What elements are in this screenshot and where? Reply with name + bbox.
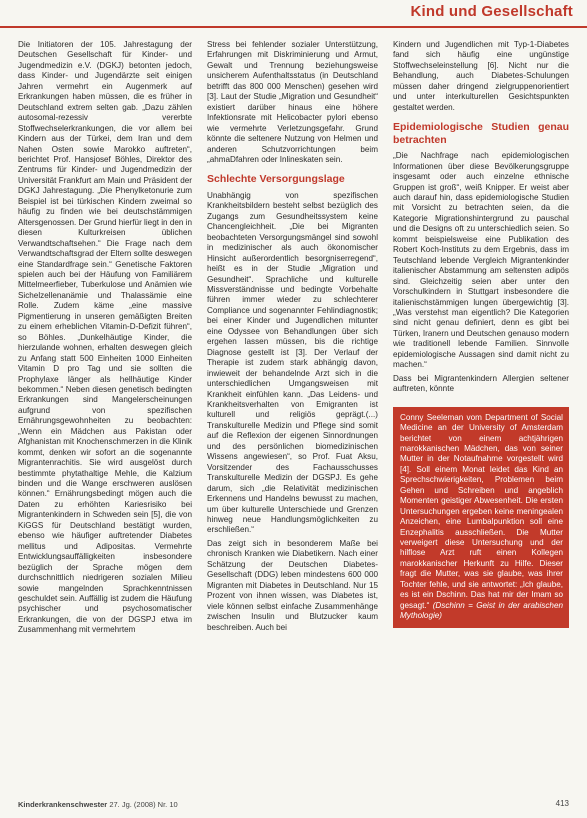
body-paragraph: Die Initiatoren der 105. Jahrestagung der Deutschen Gesellschaft für Kinder- und Jugendmedizin e.V. (DGKJ) betonten jedoch, dass Kinder- und Jugendärzte seit einigen Jahren vermehrt ein Augenmerk auf Erkrankungen haben müssen, die es früher in Deutschland extrem selten gab. „Dazu zählen autosomal-rezessiv vererbte Stoffwechselerkrankungen, die vor allem bei Kindern aus der Türkei, dem Iran und dem Nahen Osten sowie Marokko auftreten“, berichtet Prof. Hansjosef Böhles, Direktor des Zentrums für Kinder- und Jugendmedizin der Universität Frankfurt am Main und Präsident der DGKJ Jahrestagung. „Die Phenylketonurie zum Beispiel ist bei türkischen Kindern zweimal so häufig zu finden wie bei deutschstämmigen Altersgenossen. Der Grund hierfür liegt in den in diesen Kulturkreisen üblichen Verwandtschaftsehen.“ Die Frage nach dem Verwandtschaftsgrad der Eltern sollte deswegen eine Standardfrage sein.“ Genetische Faktoren spielen auch bei der Häufung von Familiärem Mittelmeerfieber, Tuberkulose und Anämien wie Sichelzellenanämie und Thalassämie eine Rolle. Zudem käme „eine massive Pigmentierung in unseren gemäßigten Breiten zu einem erheblichen Vitamin-D-Defizit führen“, so Böhles. „Dunkelhäutige Kinder, die hierzulande wohnen, erhalten deswegen gleich zu Anfang statt 500 Einheiten 1000 Einheiten Vitamin D pro Tag und sie sollten die Prophylaxe länger als hellhäutige Kinder bekommen.“ Neben diesen genetisch bedingten Erkrankungen sind Mangelerscheinungen aufgrund von spezifischen Ernährungsgewohnheiten zu beobachten: „Wenn ein Mädchen aus Pakistan oder Afghanistan mit Knochenschmerzen in die Klinik kommt, denken wir sofort an die sogenannte Migrantenrachitis. Sie wird ausgelöst durch bestimmte phytathaltige Mehle, die Kalzium binden und die Wange erschweren auslösen können.“ Ernährungsbedingt mögen auch die Daten zu erhöhten Kariesrisiko bei Migrantenkindern in Schweden sein [5], die von KiGGS für Deutschland bestätigt wurden, ebenso wie häufiger auftretender Diabetes mellitus und Adipositas. Vermehrte Entwicklungsauffälligkeiten insbesondere bezüglich der Sprache mögen dem durchschnittlich niedrigeren sozialen Milieu sowie mangelnden Sprachkenntnissen geschuldet sein. Auffällig ist zudem die Häufung psychischer und psychosomatischer Erkrankungen, die von der DGSPJ etwa im Zusammenhang mit vermehrtem: [18, 40, 192, 635]
body-paragraph: Das zeigt sich in besonderem Maße bei chronisch Kranken wie Diabetikern. Nach einer Schätzung der Deutschen Diabetes-Gesellschaft (DDG) leben mindestens 600 000 Migranten mit Diabetes in Deutschland. Nur 15 Prozent von ihnen wissen, was Diabetes ist, viele können selbst einfache Zusammenhänge zwischen Insulin und Blutzucker kaum beschreiben. Auch bei: [207, 538, 378, 632]
body-paragraph: „Die Nachfrage nach epidemiologischen Informationen über diese Bevölkerungsgruppe insgesamt oder auch einzelne ethnische Gruppen ist groß“, weiß Knipper. Er weist aber auch darauf hin, dass epidemiologische Studien mit Vorsicht zu betrachten seien, da die Kategorie Migrationshintergrund zu pauschal und die Designs oft zu unterschiedlich seien. So kommt beispielsweise eine Publikation des Robert Koch-Instituts zu dem Ergebnis, dass im Teutschland lebende Vergleich Migrantenkinder italienischer Abstammung am seltensten adipös sind. Gleichzeitig seien aber unter den Vorschulkindern in Stuttgart insbesondere die italienischstämmigen lungen übergewichtig [3]. „Was verstehst man eigentlich? Die Kategorien sind nicht genau definiert, denn es gibt bei Türken, Iranern und Deutschen genauso modern wie traditionell lebende Familien. Sinnvolle epidemiologische Aussagen sind damit nicht zu machen.“: [393, 151, 569, 370]
case-callout-box: [393, 407, 569, 628]
callout-text: Conny Seeleman vom Department of Social Medicine an der University of Amsterdam berichtet von einem achtjährigen marokkanischen Mädchen, das von seiner Mutter in der Notaufnahme vorgestellt wird [4]. Soll einem Monat leidet das Kind an Sprechschwierigkeiten, Problemen beim Gehen und Schreiben und angeblich Momenten geistiger Abwesenheit. Die ersten Untersuchungen ergeben keine meningealen Anzeichen, eine Lumbalpunktion soll eine Enzephalitis ausschließen. Die Mutter verweigert diese Untersuchung und der hilflose Arzt ruft einen Kollegen marokkanischer Herkunft zu Hilfe. Dieser fragt die Mutter, was sie glaube, was ihrer Tochter fehle, und sie antwortet: „Ich glaube, es ist ein Dschinn. Das hat mir der Imam so gesagt.“: [400, 412, 563, 610]
subheading: Schlechte Versorgungslage: [207, 173, 345, 186]
page-footer: [0, 794, 587, 818]
journal-issue: 27. Jg. (2008) Nr. 10: [109, 800, 178, 809]
body-paragraph: Dass bei Migrantenkindern Allergien seltener auftreten, könnte: [393, 373, 569, 394]
footer-journal: [18, 800, 178, 809]
callout-italic-note: (Dschinn = Geist in der arabischen Mythologie): [400, 600, 563, 621]
header-bar: [0, 0, 587, 28]
body-paragraph: Unabhängig von spezifischen Krankheitsbildern besteht selbst bezüglich des Zugangs zum Gesundheitssystem keine Chancengleichheit. „Die bei Migranten beobachteten Versorgungsmängel sind sowohl in medizinischer als auch ökonomischer Hinsicht außerordentlich besorgniserregend“, heißt es in der Studie „Migration und Gesundheit“. Sprachliche und kulturelle Missverständnisse und bedingte Vorbehalte führen immer wieder zu schlechterer Compliance und sogenannter Fehlindiagnostik; bei einer Kinder und Jugendlichen mitunter eine Odyssee von Behandlungen über sich ergehen lassen müssen, bis die richtige Diagnose gestellt ist [3]. Der Verlauf der Therapie ist zudem stark abhängig davon, inwieweit der behandelnde Arzt sich in die unterschiedlichen Umgangsweisen mit Krankheit einfühlen kann. „Das Leidens- und Krankheitsverhalten von Emigranten ist kulturell und religiös geprägt.(...) Transkulturelle Medizin und Pflege sind somit auf die Reflexion der eigenen Sinnordnungen und des persönlichen biomedizinischen Wissens angewiesen“, so Prof. Fuat Aksu, Vorsitzender des Fachausschusses Transkulturelle Medizin der DGSPJ. Es gehe darum, sich „die Relativität medizinischen Erkennens und Handelns bewusst zu machen, um über kulturelle Unterschiede und Grenzen hinweg neue Handlungsmöglichkeiten zu erschließen.“: [207, 190, 378, 535]
body-paragraph: Kindern und Jugendlichen mit Typ-1-Diabetes fand sich häufig eine ungünstige Stoffwechseleinstellung [6]. Nicht nur die Behandlung, auch Diabetes-Schulungen müssen daher dringend zielgruppenorientiert und unter interkulturellen Gesichtspunkten gestaltet werden.: [393, 40, 569, 112]
section-title: Kind und Gesellschaft: [410, 3, 573, 20]
text-column-2: [207, 40, 378, 782]
page-number: 413: [555, 799, 569, 808]
text-column-3: [393, 40, 569, 782]
journal-name: Kinderkrankenschwester: [18, 800, 108, 809]
subheading: Epidemiologische Studien genau betrachten: [393, 121, 569, 146]
body-paragraph: Stress bei fehlender sozialer Unterstützung, Erfahrungen mit Diskriminierung und Armut, Gewalt und Trennung beziehungsweise unsicherem Aufenthaltsstatus (in Deutschland betrifft das 800 000 Menschen) gesehen wird [3]. Laut der Studie „Migration und Gesundheit“ existiert darüber hinaus eine höhere Infektionsrate mit Helicobacter pylori ebenso wie vermehrte Verletzungsgefahr. Grund könnte die seltenere Nutzung von Helmen und anderen Schutzvorrichtungen beim „ahmaDfahren oder Inlineskaten sein.: [207, 40, 378, 164]
text-column-1: [18, 40, 192, 782]
